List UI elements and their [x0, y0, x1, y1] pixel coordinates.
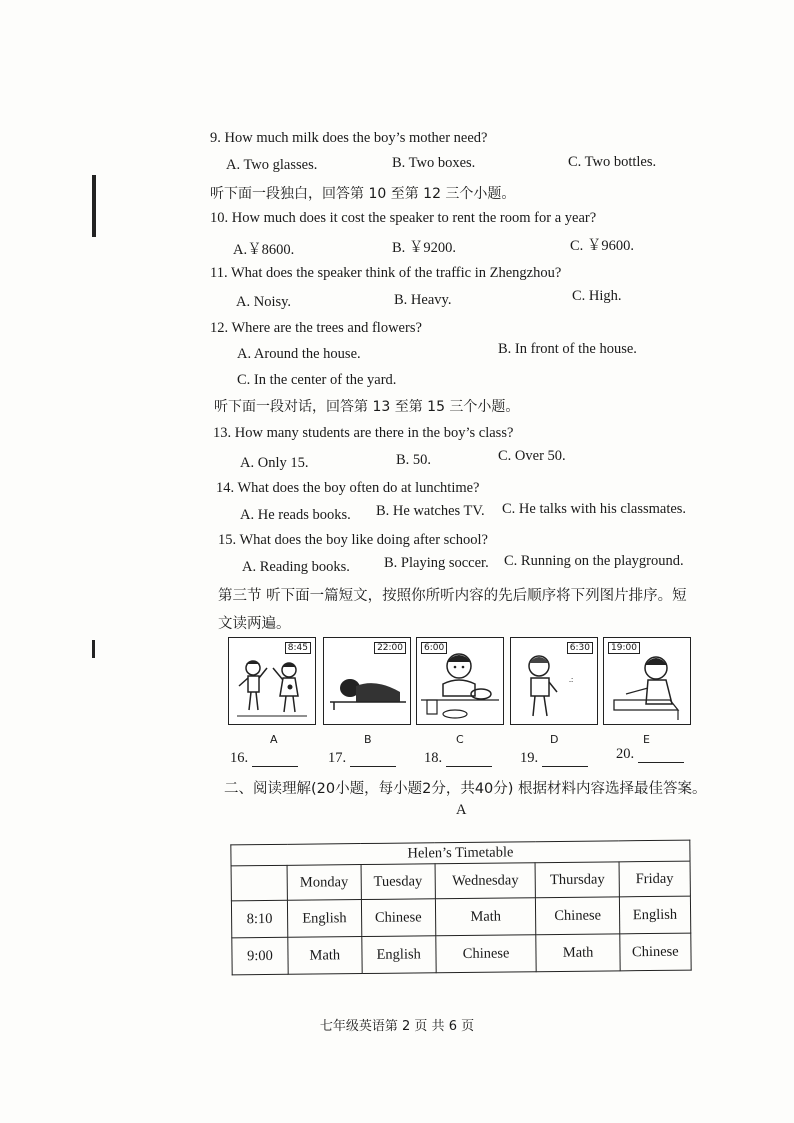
clock-time: 6:30	[567, 642, 593, 654]
binding-mark	[92, 640, 95, 658]
q13-option-c[interactable]: C. Over 50.	[498, 448, 566, 464]
subject-cell: Chinese	[436, 935, 537, 973]
time-cell: 9:00	[232, 937, 288, 975]
day-header: Wednesday	[435, 863, 536, 899]
section3-instruction-cont: 文读两遍。	[218, 616, 291, 632]
q11-option-c[interactable]: C. High.	[572, 288, 622, 304]
subject-cell: Math	[536, 934, 620, 972]
answer-blank-17[interactable]: 17.	[328, 750, 396, 767]
subject-cell: Math	[435, 898, 536, 936]
day-header: Friday	[619, 861, 691, 897]
picture-label: E	[643, 733, 650, 746]
q15-option-c[interactable]: C. Running on the playground.	[504, 553, 684, 569]
picture-b-boy-sleeping	[323, 637, 411, 725]
subject-cell: English	[619, 896, 691, 934]
q12-option-b[interactable]: B. In front of the house.	[498, 341, 637, 357]
subject-cell: English	[287, 900, 361, 938]
q15-option-b[interactable]: B. Playing soccer.	[384, 555, 489, 571]
q9-option-b[interactable]: B. Two boxes.	[392, 155, 476, 171]
q12-option-c[interactable]: C. In the center of the yard.	[237, 372, 397, 388]
time-cell: 8:10	[231, 900, 287, 938]
picture-label: B	[364, 733, 372, 746]
binding-mark	[92, 175, 96, 237]
answer-blank-18[interactable]: 18.	[424, 750, 492, 767]
clock-time: 6:00	[421, 642, 447, 654]
q11-option-b[interactable]: B. Heavy.	[394, 292, 452, 308]
instruction-monologue: 听下面一段独白，回答第 10 至第 12 三个小题。	[210, 186, 516, 202]
section3-instruction: 第三节 听下面一篇短文，按照你所听内容的先后顺序将下列图片排序。短	[218, 588, 687, 604]
answer-blank-19[interactable]: 19.	[520, 750, 588, 767]
helens-timetable	[230, 840, 691, 976]
q13-option-a[interactable]: A. Only 15.	[240, 455, 309, 471]
question-14: 14. What does the boy often do at lunchtime?	[216, 480, 480, 496]
q14-option-c[interactable]: C. He talks with his classmates.	[502, 501, 687, 517]
timetable-title: Helen’s Timetable	[231, 840, 690, 866]
clock-time: 22:00	[374, 642, 406, 654]
subject-cell: English	[361, 936, 435, 974]
question-9: 9. How much milk does the boy’s mother need?	[210, 130, 488, 146]
q12-option-a[interactable]: A. Around the house.	[237, 346, 361, 362]
passage-label: A	[456, 802, 467, 818]
question-13: 13. How many students are there in the boy’s class?	[213, 425, 514, 441]
subject-cell: Chinese	[620, 933, 692, 971]
subject-cell: Math	[288, 937, 362, 975]
q14-option-a[interactable]: A. He reads books.	[240, 507, 351, 523]
q10-option-a[interactable]: A.￥8600.	[233, 242, 295, 258]
clock-time: 19:00	[608, 642, 640, 654]
q9-option-a[interactable]: A. Two glasses.	[226, 157, 318, 173]
instruction-dialog: 听下面一段对话，回答第 13 至第 15 三个小题。	[214, 399, 520, 415]
picture-label: A	[270, 733, 278, 746]
q9-option-c[interactable]: C. Two bottles.	[568, 154, 657, 170]
picture-label: D	[550, 733, 559, 746]
part2-heading: 二、阅读理解(20小题，每小题2分，共40分) 根据材料内容选择最佳答案。	[224, 781, 707, 797]
q10-option-c[interactable]: C. ￥9600.	[570, 238, 635, 254]
q15-option-a[interactable]: A. Reading books.	[242, 559, 350, 575]
q11-option-a[interactable]: A. Noisy.	[236, 294, 292, 310]
picture-a-kids-playing	[228, 637, 316, 725]
day-header: Monday	[287, 865, 361, 901]
subject-cell: Chinese	[361, 899, 435, 937]
question-11: 11. What does the speaker think of the traffic in Zhengzhou?	[210, 265, 562, 281]
page-footer: 七年级英语第 2 页 共 6 页	[319, 1019, 475, 1034]
clock-time: 8:45	[285, 642, 311, 654]
picture-e-boy-studying	[603, 637, 691, 725]
q13-option-b[interactable]: B. 50.	[396, 452, 432, 468]
day-header: Thursday	[536, 862, 620, 898]
question-15: 15. What does the boy like doing after school?	[218, 532, 488, 548]
question-10: 10. How much does it cost the speaker to rent the room for a year?	[210, 210, 597, 226]
svg-text:.:: .:	[569, 675, 574, 684]
q14-option-b[interactable]: B. He watches TV.	[376, 503, 485, 519]
subject-cell: Chinese	[536, 897, 620, 935]
picture-label: C	[456, 733, 464, 746]
answer-blank-20[interactable]: 20.	[616, 746, 684, 763]
picture-d-boy-getting-up	[510, 637, 598, 725]
picture-c-boy-eating	[416, 637, 504, 725]
answer-blank-16[interactable]: 16.	[230, 750, 298, 767]
day-header: Tuesday	[361, 864, 435, 900]
q10-option-b[interactable]: B. ￥9200.	[392, 240, 457, 256]
question-12: 12. Where are the trees and flowers?	[210, 320, 422, 336]
timetable-corner	[231, 865, 287, 901]
